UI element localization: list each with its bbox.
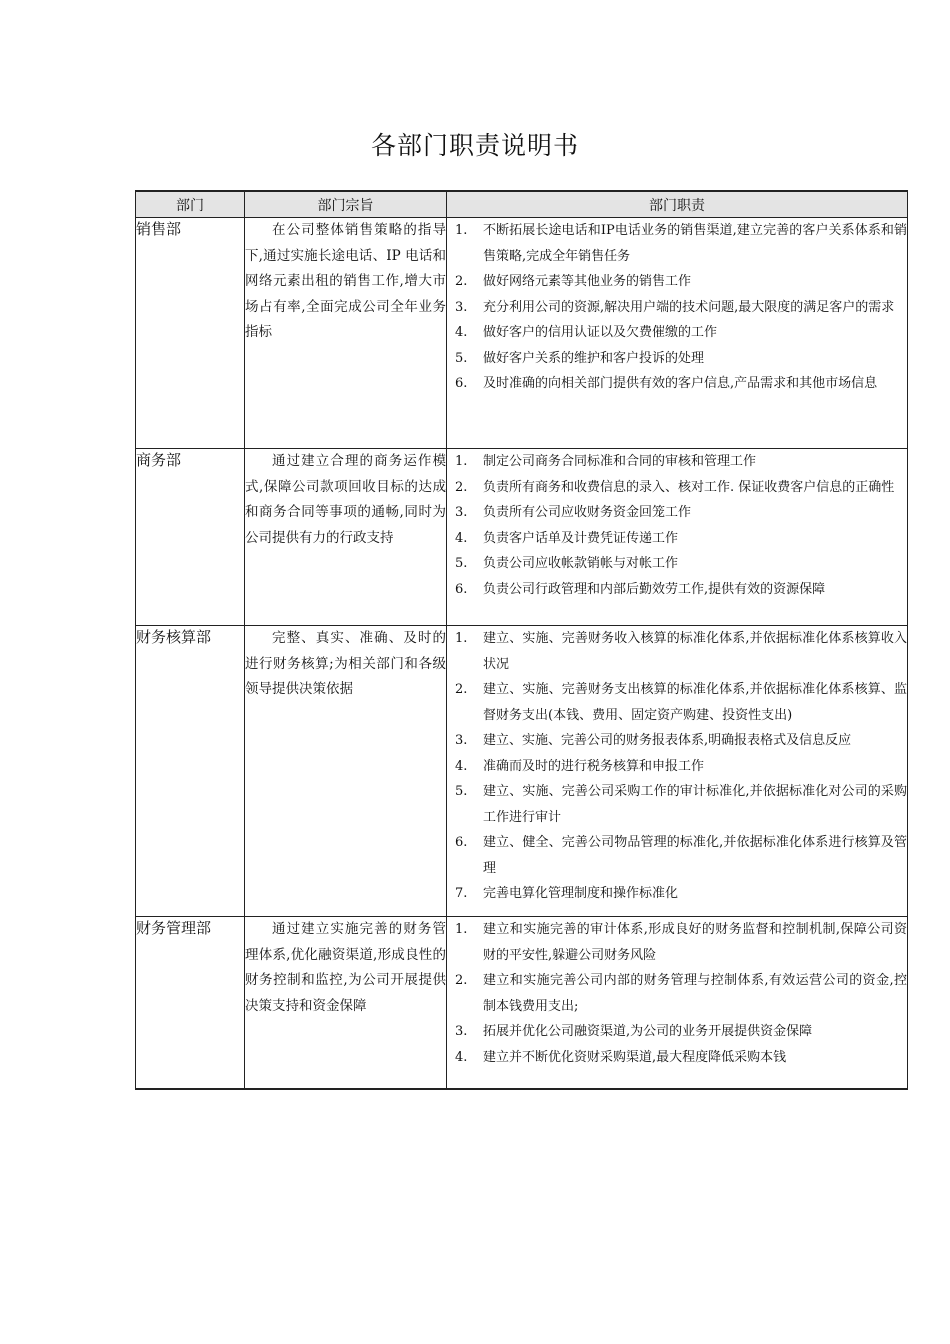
duty-number: 4. [455,325,468,340]
table-header-row [136,191,908,218]
department-name: 财务核算部 [136,626,245,917]
department-name: 商务部 [136,449,245,626]
duty-text: 建立、健全、完善公司物品管理的标准化,并依据标准化体系进行核算及管理 [483,835,907,876]
duty-text: 负责客户话单及计费凭证传递工作 [483,530,679,546]
duty-item [447,830,907,881]
duty-text: 做好客户的信用认证以及欠费催缴的工作 [483,325,718,340]
duty-text: 建立并不断优化资财采购渠道,最大程度降低采购本钱 [483,1049,787,1065]
duty-list [447,917,907,1070]
duty-number: 6. [455,835,468,850]
duty-text: 建立、实施、完善财务收入核算的标准化体系,并依据标准化体系核算收入状况 [483,631,907,672]
duty-item [447,754,907,780]
duty-item [447,779,907,830]
duty-item [447,677,907,728]
department-purpose: 通过建立合理的商务运作模式,保障公司款项回收目标的达成和商务合同等事项的通畅,同时为公司提供有力的行政支持 [245,449,447,626]
duty-item [447,1045,907,1071]
duty-item [447,577,907,603]
duty-text: 建立和实施完善公司内部的财务管理与控制体系,有效运营公司的资金,控制本钱费用支出; [483,973,907,1014]
duty-list [447,626,907,907]
duty-text: 充分利用公司的资源,解决用户端的技术问题,最大限度的满足客户的需求 [483,299,895,315]
duty-number: 5. [455,556,468,571]
department-duties [447,449,908,626]
duty-item [447,449,907,475]
duty-text: 负责公司行政管理和内部后勤效劳工作,提供有效的资源保障 [483,581,826,597]
header-duties: 部门职责 [447,191,908,218]
duty-text: 做好客户关系的维护和客户投诉的处理 [483,350,705,366]
duty-number: 4. [455,758,468,774]
duty-item [447,346,907,372]
department-duties-table [135,190,908,1090]
duty-number: 3. [455,299,468,315]
duty-item [447,917,907,968]
table-row [136,917,908,1090]
duty-number: 2. [455,274,468,289]
duty-number: 3. [455,733,468,748]
duty-item [447,500,907,526]
duty-item [447,728,907,754]
duty-number: 7. [455,886,468,901]
duty-number: 5. [455,784,468,799]
table-row [136,218,908,449]
duty-item [447,320,907,346]
duty-item [447,968,907,1019]
duty-text: 制定公司商务合同标准和合同的审核和管理工作 [483,454,757,469]
department-duties [447,218,908,449]
duty-text: 建立、实施、完善公司采购工作的审计标准化,并依据标准化对公司的采购工作进行审计 [483,784,907,825]
duty-number: 1. [455,223,468,238]
duty-item [447,626,907,677]
duty-item [447,269,907,295]
department-duties [447,626,908,917]
duty-item [447,475,907,501]
department-purpose: 完整、真实、准确、及时的进行财务核算;为相关部门和各级领导提供决策依据 [245,626,447,917]
duty-list [447,218,907,397]
duty-text: 建立、实施、完善财务支出核算的标准化体系,并依据标准化体系核算、监督财务支出(本钱、费用、固定资产购建、投资性支出) [483,682,907,723]
duty-number: 4. [455,530,468,546]
department-name: 销售部 [136,218,245,449]
duty-text: 及时准确的向相关部门提供有效的客户信息,产品需求和其他市场信息 [483,376,878,391]
duty-text: 做好网络元素等其他业务的销售工作 [483,274,692,289]
duty-item [447,551,907,577]
duty-number: 1. [455,454,468,469]
duty-text: 拓展并优化公司融资渠道,为公司的业务开展提供资金保障 [483,1024,813,1039]
duty-item [447,295,907,321]
department-purpose: 通过建立实施完善的财务管理体系,优化融资渠道,形成良性的财务控制和监控,为公司开展提供决策支持和资金保障 [245,917,447,1090]
duty-text: 负责所有商务和收费信息的录入、核对工作. 保证收费客户信息的正确性 [483,479,895,495]
duty-number: 3. [455,1024,468,1039]
duty-list [447,449,907,602]
duty-text: 负责公司应收帐款销帐与对帐工作 [483,556,679,571]
duty-text: 不断拓展长途电话和IP电话业务的销售渠道,建立完善的客户关系体系和销售策略,完成全年销售任务 [483,223,907,264]
duty-number: 1. [455,922,468,937]
duty-number: 6. [455,581,468,597]
table-row [136,626,908,917]
duty-item [447,371,907,397]
header-purpose: 部门宗旨 [245,191,447,218]
department-name: 财务管理部 [136,917,245,1090]
document-title: 各部门职责说明书 [370,131,579,160]
duty-item [447,526,907,552]
duty-number: 2. [455,479,468,495]
table-row [136,449,908,626]
duty-number: 6. [455,376,468,391]
duty-text: 建立和实施完善的审计体系,形成良好的财务监督和控制机制,保障公司资财的平安性,躲避公司财务风险 [483,922,907,963]
department-duties [447,917,908,1090]
duty-number: 3. [455,505,468,520]
duty-item [447,218,907,269]
duty-number: 1. [455,631,468,646]
header-department: 部门 [136,191,245,218]
duty-item [447,1019,907,1045]
duty-text: 完善电算化管理制度和操作标准化 [483,886,679,901]
duty-number: 2. [455,973,468,988]
duty-number: 2. [455,682,468,697]
duty-text: 准确而及时的进行税务核算和申报工作 [483,758,705,774]
duty-number: 4. [455,1049,468,1065]
duty-number: 5. [455,350,468,366]
department-purpose: 在公司整体销售策略的指导下,通过实施长途电话、IP 电话和网络元素出租的销售工作,增大市场占有率,全面完成公司全年业务指标 [245,218,447,449]
duty-item [447,881,907,907]
duty-text: 负责所有公司应收财务资金回笼工作 [483,505,692,520]
duty-text: 建立、实施、完善公司的财务报表体系,明确报表格式及信息反应 [483,733,852,748]
